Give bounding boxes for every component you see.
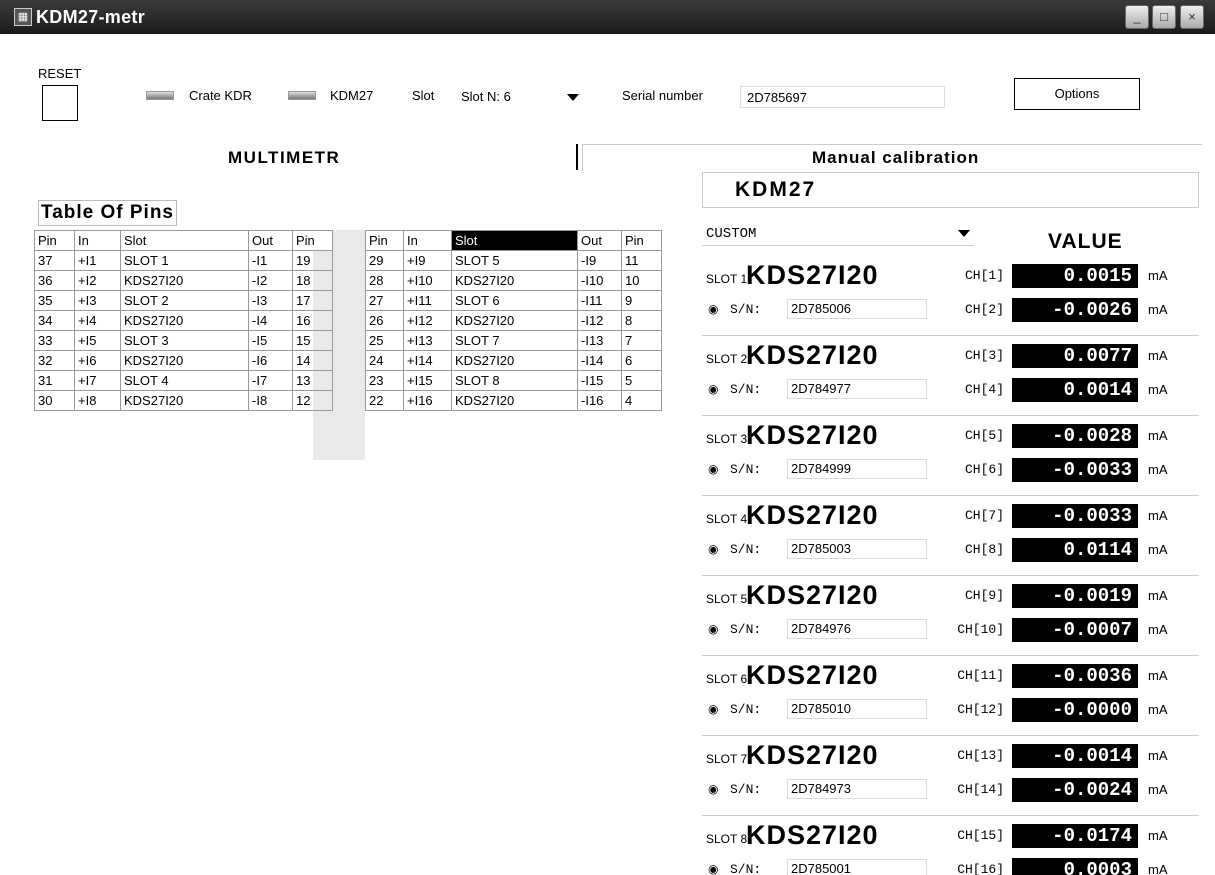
table-row xyxy=(366,251,662,271)
pins-table-left xyxy=(34,230,333,411)
radio-icon[interactable]: ◉ xyxy=(708,382,719,396)
table-cell: 18 xyxy=(293,271,333,291)
table-row xyxy=(366,331,662,351)
slot-model: KDS27I20 xyxy=(746,820,879,850)
crate-indicator xyxy=(146,91,174,100)
channel-value: -0.0174 xyxy=(1012,824,1138,848)
slot-block xyxy=(702,418,1199,496)
sn-value[interactable]: 2D785001 xyxy=(787,859,927,875)
channel-label: CH[14] xyxy=(957,782,1004,797)
table-cell: +I2 xyxy=(75,271,121,291)
table-cell: +I7 xyxy=(75,371,121,391)
table-cell: 17 xyxy=(293,291,333,311)
table-row xyxy=(35,351,333,371)
col-header: Pin xyxy=(35,231,75,251)
slot-tag: SLOT 2 xyxy=(706,352,748,366)
table-row xyxy=(35,311,333,331)
table-row xyxy=(366,271,662,291)
table-cell: +I4 xyxy=(75,311,121,331)
table-row xyxy=(35,291,333,311)
table-cell: +I10 xyxy=(404,271,452,291)
col-header: In xyxy=(75,231,121,251)
sn-value[interactable]: 2D784977 xyxy=(787,379,927,399)
channel-label: CH[12] xyxy=(957,702,1004,717)
value-header: VALUE xyxy=(1048,230,1123,253)
slot-label: Slot xyxy=(412,88,435,103)
unit-label: mA xyxy=(1148,588,1168,603)
table-cell: -I3 xyxy=(249,291,293,311)
table-cell: 36 xyxy=(35,271,75,291)
table-cell: SLOT 8 xyxy=(452,371,578,391)
table-row xyxy=(366,391,662,411)
channel-label: CH[8] xyxy=(964,542,1004,557)
table-cell: -I1 xyxy=(249,251,293,271)
sn-value[interactable]: 2D785006 xyxy=(787,299,927,319)
table-cell: 34 xyxy=(35,311,75,331)
table-cell: +I15 xyxy=(404,371,452,391)
maximize-button[interactable]: □ xyxy=(1152,5,1176,29)
unit-label: mA xyxy=(1148,302,1168,317)
table-cell: +I16 xyxy=(404,391,452,411)
radio-icon[interactable]: ◉ xyxy=(708,622,719,636)
table-cell: -I15 xyxy=(578,371,622,391)
channel-label: CH[4] xyxy=(964,382,1004,397)
table-cell: 6 xyxy=(622,351,662,371)
window-title: KDM27-metr xyxy=(36,7,146,27)
serial-number-field[interactable]: 2D785697 xyxy=(740,86,945,108)
sn-value[interactable]: 2D785003 xyxy=(787,539,927,559)
kdm-label: KDM27 xyxy=(330,88,374,103)
slot-block xyxy=(702,738,1199,816)
table-cell: -I16 xyxy=(578,391,622,411)
table-cell: KDS27I20 xyxy=(121,391,249,411)
table-cell: 14 xyxy=(293,351,333,371)
sn-value[interactable]: 2D784973 xyxy=(787,779,927,799)
table-cell: 25 xyxy=(366,331,404,351)
table-cell: 26 xyxy=(366,311,404,331)
col-header: Slot xyxy=(121,231,249,251)
unit-label: mA xyxy=(1148,862,1168,875)
table-cell: +I13 xyxy=(404,331,452,351)
slot-block xyxy=(702,658,1199,736)
table-cell: +I9 xyxy=(404,251,452,271)
table-cell: +I6 xyxy=(75,351,121,371)
radio-icon[interactable]: ◉ xyxy=(708,702,719,716)
channel-label: CH[5] xyxy=(964,428,1004,443)
table-cell: 35 xyxy=(35,291,75,311)
table-cell: 15 xyxy=(293,331,333,351)
pins-table-right xyxy=(365,230,662,411)
table-cell: -I13 xyxy=(578,331,622,351)
table-cell: SLOT 6 xyxy=(452,291,578,311)
sn-value[interactable]: 2D785010 xyxy=(787,699,927,719)
mode-select[interactable] xyxy=(702,224,974,246)
table-cell: SLOT 5 xyxy=(452,251,578,271)
table-cell: -I14 xyxy=(578,351,622,371)
col-header: Pin xyxy=(622,231,662,251)
slot-select-value: Slot N: 6 xyxy=(461,89,511,104)
slot-model: KDS27I20 xyxy=(746,580,879,610)
table-cell: KDS27I20 xyxy=(121,271,249,291)
table-row xyxy=(366,311,662,331)
col-header: Out xyxy=(578,231,622,251)
table-cell: KDS27I20 xyxy=(452,311,578,331)
sn-label: S/N: xyxy=(730,862,762,875)
table-cell: 4 xyxy=(622,391,662,411)
title-bar xyxy=(0,0,1215,34)
pins-table-title: Table Of Pins xyxy=(38,200,177,226)
slot-tag: SLOT 8 xyxy=(706,832,748,846)
channel-label: CH[3] xyxy=(964,348,1004,363)
table-row xyxy=(35,371,333,391)
table-cell: 10 xyxy=(622,271,662,291)
radio-icon[interactable]: ◉ xyxy=(708,302,719,316)
table-cell: 30 xyxy=(35,391,75,411)
table-cell: 24 xyxy=(366,351,404,371)
tab-divider xyxy=(576,144,578,170)
slot-model: KDS27I20 xyxy=(746,660,879,690)
table-row xyxy=(366,291,662,311)
table-cell: +I11 xyxy=(404,291,452,311)
sn-label: S/N: xyxy=(730,542,762,557)
channel-value: -0.0019 xyxy=(1012,584,1138,608)
table-cell: 29 xyxy=(366,251,404,271)
table-cell: 23 xyxy=(366,371,404,391)
channel-label: CH[1] xyxy=(964,268,1004,283)
table-cell: -I11 xyxy=(578,291,622,311)
channel-value: -0.0000 xyxy=(1012,698,1138,722)
table-cell: SLOT 3 xyxy=(121,331,249,351)
slot-block xyxy=(702,258,1199,336)
channel-label: CH[9] xyxy=(964,588,1004,603)
table-cell: KDS27I20 xyxy=(452,391,578,411)
table-cell: 27 xyxy=(366,291,404,311)
channel-value: -0.0028 xyxy=(1012,424,1138,448)
table-cell: KDS27I20 xyxy=(121,351,249,371)
channel-label: CH[10] xyxy=(957,622,1004,637)
slot-model: KDS27I20 xyxy=(746,420,879,450)
table-header-row xyxy=(35,231,333,251)
tab-manual-calibration[interactable]: Manual calibration xyxy=(812,148,980,167)
table-cell: 19 xyxy=(293,251,333,271)
col-header: In xyxy=(404,231,452,251)
channel-value: -0.0036 xyxy=(1012,664,1138,688)
sn-label: S/N: xyxy=(730,782,762,797)
col-header: Pin xyxy=(293,231,333,251)
table-cell: -I9 xyxy=(578,251,622,271)
unit-label: mA xyxy=(1148,348,1168,363)
table-cell: SLOT 2 xyxy=(121,291,249,311)
table-cell: 11 xyxy=(622,251,662,271)
channel-label: CH[15] xyxy=(957,828,1004,843)
table-row xyxy=(35,251,333,271)
table-cell: -I6 xyxy=(249,351,293,371)
table-cell: +I3 xyxy=(75,291,121,311)
table-cell: -I8 xyxy=(249,391,293,411)
table-cell: -I2 xyxy=(249,271,293,291)
radio-icon[interactable]: ◉ xyxy=(708,542,719,556)
slot-tag: SLOT 3 xyxy=(706,432,748,446)
unit-label: mA xyxy=(1148,828,1168,843)
channel-label: CH[16] xyxy=(957,862,1004,875)
table-cell: 22 xyxy=(366,391,404,411)
sn-label: S/N: xyxy=(730,302,762,317)
table-cell: SLOT 4 xyxy=(121,371,249,391)
slot-block xyxy=(702,498,1199,576)
channel-label: CH[13] xyxy=(957,748,1004,763)
table-row xyxy=(366,371,662,391)
unit-label: mA xyxy=(1148,622,1168,637)
kdm-indicator xyxy=(288,91,316,100)
slot-tag: SLOT 7 xyxy=(706,752,748,766)
slot-model: KDS27I20 xyxy=(746,740,879,770)
unit-label: mA xyxy=(1148,668,1168,683)
slot-select[interactable] xyxy=(457,86,583,108)
channel-label: CH[2] xyxy=(964,302,1004,317)
table-cell: 32 xyxy=(35,351,75,371)
unit-label: mA xyxy=(1148,508,1168,523)
channel-label: CH[7] xyxy=(964,508,1004,523)
col-header: Pin xyxy=(366,231,404,251)
table-cell: 5 xyxy=(622,371,662,391)
table-cell: 7 xyxy=(622,331,662,351)
unit-label: mA xyxy=(1148,462,1168,477)
table-cell: -I7 xyxy=(249,371,293,391)
slot-block xyxy=(702,338,1199,416)
table-cell: KDS27I20 xyxy=(452,351,578,371)
minimize-button[interactable]: _ xyxy=(1125,5,1149,29)
table-cell: -I10 xyxy=(578,271,622,291)
unit-label: mA xyxy=(1148,748,1168,763)
sn-label: S/N: xyxy=(730,382,762,397)
channel-value: -0.0007 xyxy=(1012,618,1138,642)
col-header-selected[interactable]: Slot xyxy=(452,231,578,251)
table-cell: 16 xyxy=(293,311,333,331)
slot-tag: SLOT 5 xyxy=(706,592,748,606)
table-cell: KDS27I20 xyxy=(452,271,578,291)
sn-value[interactable]: 2D784976 xyxy=(787,619,927,639)
table-cell: KDS27I20 xyxy=(121,311,249,331)
channel-value: 0.0077 xyxy=(1012,344,1138,368)
table-cell: +I8 xyxy=(75,391,121,411)
app-icon[interactable]: ▦ xyxy=(14,8,32,26)
sn-label: S/N: xyxy=(730,702,762,717)
device-title: KDM27 xyxy=(735,178,817,201)
options-button[interactable]: Options xyxy=(1014,78,1140,110)
unit-label: mA xyxy=(1148,428,1168,443)
radio-icon[interactable]: ◉ xyxy=(708,462,719,476)
table-row xyxy=(366,351,662,371)
slot-tag: SLOT 1 xyxy=(706,272,748,286)
slot-model: KDS27I20 xyxy=(746,500,879,530)
table-cell: 31 xyxy=(35,371,75,391)
slot-model: KDS27I20 xyxy=(746,260,879,290)
reset-label: RESET xyxy=(38,66,82,81)
sn-value[interactable]: 2D784999 xyxy=(787,459,927,479)
channel-value: -0.0024 xyxy=(1012,778,1138,802)
channel-value: -0.0033 xyxy=(1012,504,1138,528)
serial-label: Serial number xyxy=(622,88,703,103)
col-header: Out xyxy=(249,231,293,251)
table-cell: +I5 xyxy=(75,331,121,351)
chevron-down-icon[interactable] xyxy=(567,94,579,101)
channel-label: CH[11] xyxy=(957,668,1004,683)
reset-button[interactable] xyxy=(42,85,78,121)
chevron-down-icon[interactable] xyxy=(958,230,970,237)
table-cell: 13 xyxy=(293,371,333,391)
table-cell: 9 xyxy=(622,291,662,311)
slot-block xyxy=(702,818,1199,875)
table-row xyxy=(35,391,333,411)
slot-tag: SLOT 4 xyxy=(706,512,748,526)
radio-icon[interactable]: ◉ xyxy=(708,862,719,875)
mode-select-value: CUSTOM xyxy=(706,226,757,242)
channel-value: -0.0014 xyxy=(1012,744,1138,768)
sn-label: S/N: xyxy=(730,622,762,637)
table-header-row xyxy=(366,231,662,251)
table-cell: +I12 xyxy=(404,311,452,331)
table-cell: -I12 xyxy=(578,311,622,331)
radio-icon[interactable]: ◉ xyxy=(708,782,719,796)
table-cell: 37 xyxy=(35,251,75,271)
table-cell: 12 xyxy=(293,391,333,411)
table-cell: 33 xyxy=(35,331,75,351)
table-cell: 8 xyxy=(622,311,662,331)
table-cell: 28 xyxy=(366,271,404,291)
unit-label: mA xyxy=(1148,382,1168,397)
channel-value: -0.0033 xyxy=(1012,458,1138,482)
channel-value: 0.0003 xyxy=(1012,858,1138,875)
crate-label: Crate KDR xyxy=(189,88,252,103)
slot-model: KDS27I20 xyxy=(746,340,879,370)
channel-value: 0.0015 xyxy=(1012,264,1138,288)
unit-label: mA xyxy=(1148,542,1168,557)
channel-label: CH[6] xyxy=(964,462,1004,477)
close-button[interactable]: × xyxy=(1180,5,1204,29)
unit-label: mA xyxy=(1148,268,1168,283)
slot-block xyxy=(702,578,1199,656)
sn-label: S/N: xyxy=(730,462,762,477)
table-cell: +I1 xyxy=(75,251,121,271)
channel-value: 0.0014 xyxy=(1012,378,1138,402)
channel-value: -0.0026 xyxy=(1012,298,1138,322)
tab-multimetr[interactable]: MULTIMETR xyxy=(228,148,341,167)
table-row xyxy=(35,331,333,351)
table-cell: +I14 xyxy=(404,351,452,371)
table-cell: SLOT 7 xyxy=(452,331,578,351)
table-cell: SLOT 1 xyxy=(121,251,249,271)
unit-label: mA xyxy=(1148,702,1168,717)
table-cell: -I4 xyxy=(249,311,293,331)
unit-label: mA xyxy=(1148,782,1168,797)
table-cell: -I5 xyxy=(249,331,293,351)
slot-tag: SLOT 6 xyxy=(706,672,748,686)
channel-value: 0.0114 xyxy=(1012,538,1138,562)
table-row xyxy=(35,271,333,291)
